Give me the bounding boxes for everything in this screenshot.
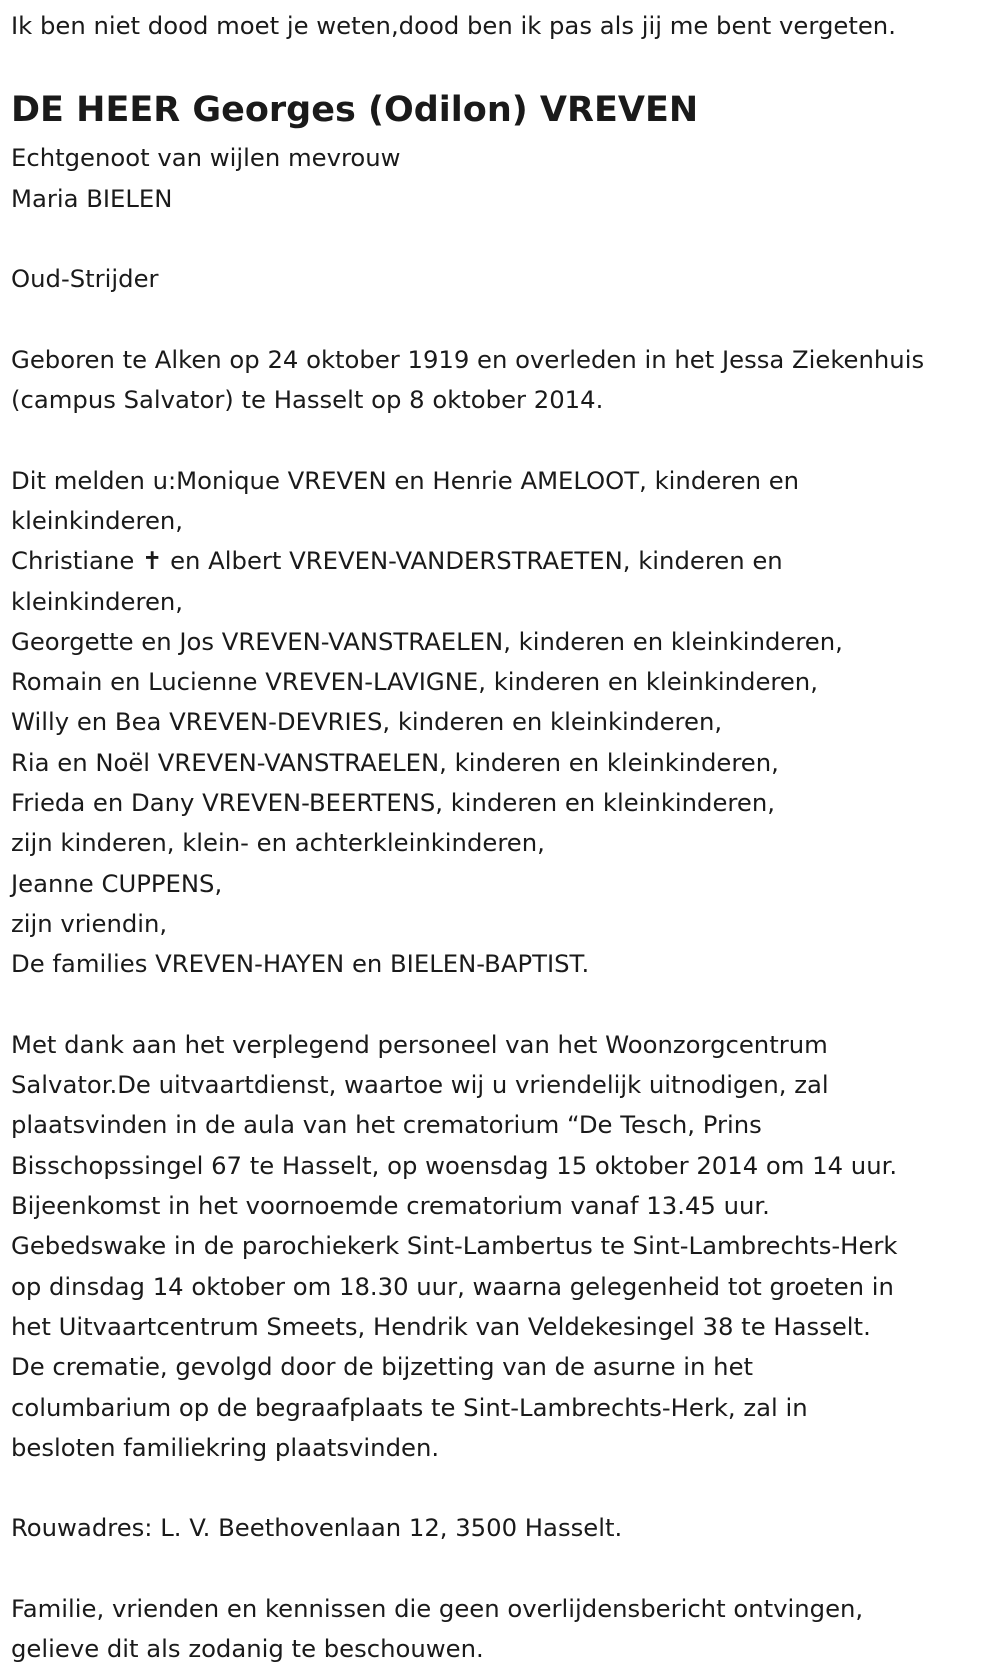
ceremony-line: columbarium op de begraafplaats te Sint-Lambrechts-Herk, zal in (11, 1392, 808, 1422)
closing-line: Familie, vrienden en kennissen die geen overlijdensbericht ontvingen, (11, 1593, 864, 1623)
spacer (11, 299, 989, 339)
ceremony-line: Met dank aan het verplegend personeel van het Woonzorgcentrum (11, 1029, 828, 1059)
deceased-title: Oud-Strijder (11, 264, 159, 294)
mourners-line (11, 541, 989, 581)
spouse-line-2: Maria BIELEN (11, 183, 173, 213)
ceremony-line: Bijeenkomst in het voornoemde crematorium vanaf 13.45 uur. (11, 1191, 770, 1221)
mourners-text: Christiane (11, 546, 142, 576)
motto: Ik ben niet dood moet je weten,dood ben ik pas als jij me bent vergeten. (11, 11, 896, 40)
birth-death-line-1: Geboren te Alken op 24 oktober 1919 en overleden in het Jessa Ziekenhuis (11, 344, 925, 374)
mourners-line: kleinkinderen, (11, 586, 184, 616)
ceremony-line: plaatsvinden in de aula van het crematorium “De Tesch, Prins (11, 1110, 762, 1140)
spacer (11, 46, 989, 80)
mourners-line: Dit melden u:Monique VREVEN en Henrie AMELOOT, kinderen en (11, 465, 800, 495)
birth-death-block (11, 340, 989, 421)
spouse-block (11, 138, 989, 219)
birth-death-line-2: (campus Salvator) te Hasselt op 8 oktober 2014. (11, 385, 604, 415)
cross-icon: ✝ (142, 546, 163, 576)
mourners-line: zijn kinderen, klein- en achterkleinkinderen, (11, 828, 545, 858)
mourners-line: De families VREVEN-HAYEN en BIELEN-BAPTIST. (11, 949, 590, 979)
ceremony-line: Salvator.De uitvaartdienst, waartoe wij u vriendelijk uitnodigen, zal (11, 1070, 829, 1100)
mourners-line: Jeanne CUPPENS, (11, 868, 223, 898)
mourners-line: zijn vriendin, (11, 908, 168, 938)
ceremony-line: De crematie, gevolgd door de bijzetting van de asurne in het (11, 1352, 754, 1382)
deceased-name: DE HEER Georges (Odilon) VREVEN (11, 90, 699, 131)
mourners-text: en Albert VREVEN-VANDERSTRAETEN, kinderen en (162, 546, 783, 576)
spacer (11, 219, 989, 259)
spacer (11, 985, 989, 1025)
ceremony-line: het Uitvaartcentrum Smeets, Hendrik van Veldekesingel 38 te Hasselt. (11, 1311, 871, 1341)
ceremony-line: Bisschopssingel 67 te Hasselt, op woensdag 15 oktober 2014 om 14 uur. (11, 1150, 898, 1180)
spouse-line-1: Echtgenoot van wijlen mevrouw (11, 143, 401, 173)
mourners-line: Frieda en Dany VREVEN-BEERTENS, kinderen en kleinkinderen, (11, 788, 775, 818)
spacer (11, 420, 989, 460)
closing-line: gelieve dit als zodanig te beschouwen. (11, 1634, 484, 1664)
ceremony-block (11, 1025, 989, 1468)
mourners-block (11, 461, 989, 985)
closing-block (11, 1589, 989, 1670)
spacer (11, 1468, 989, 1508)
mourners-line: kleinkinderen, (11, 505, 184, 535)
spacer (11, 1549, 989, 1589)
mourners-line: Ria en Noël VREVEN-VANSTRAELEN, kinderen en kleinkinderen, (11, 747, 779, 777)
ceremony-line: op dinsdag 14 oktober om 18.30 uur, waarna gelegenheid tot groeten in (11, 1271, 894, 1301)
mourners-line: Romain en Lucienne VREVEN-LAVIGNE, kinderen en kleinkinderen, (11, 667, 818, 697)
mourners-line: Georgette en Jos VREVEN-VANSTRAELEN, kinderen en kleinkinderen, (11, 626, 843, 656)
mourners-line: Willy en Bea VREVEN-DEVRIES, kinderen en kleinkinderen, (11, 707, 723, 737)
ceremony-line: besloten familiekring plaatsvinden. (11, 1432, 440, 1462)
mourning-address: Rouwadres: L. V. Beethovenlaan 12, 3500 Hasselt. (11, 1513, 623, 1543)
ceremony-line: Gebedswake in de parochiekerk Sint-Lambertus te Sint-Lambrechts-Herk (11, 1231, 898, 1261)
